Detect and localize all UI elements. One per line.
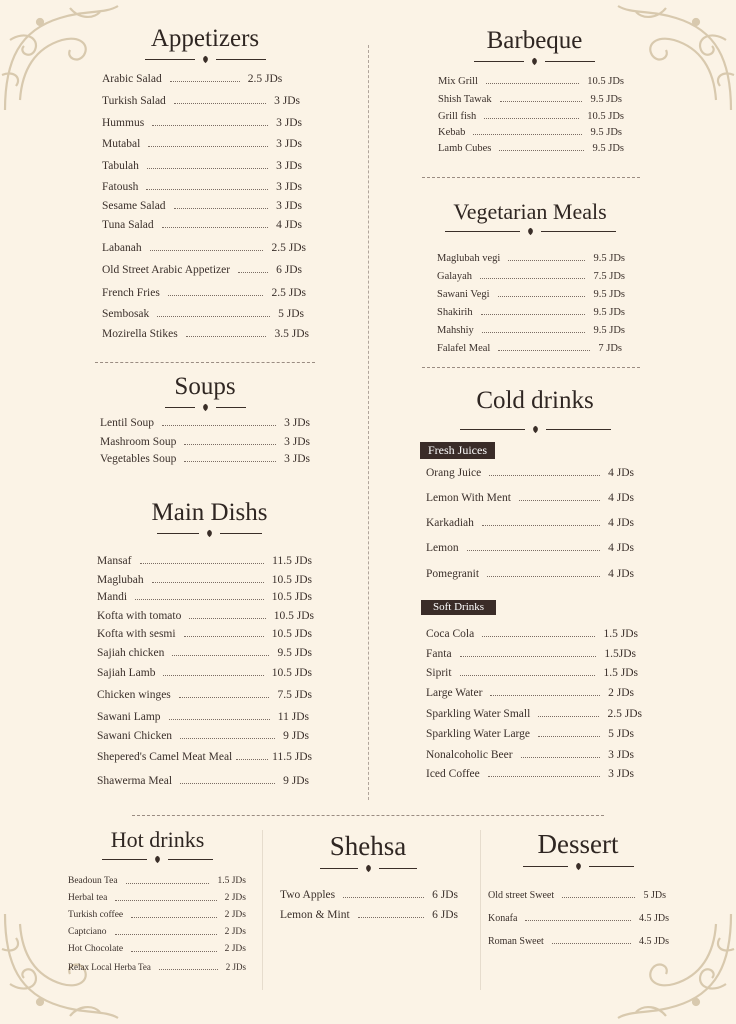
shehsa-title: Shehsa xyxy=(329,831,407,861)
item-name: Arabic Salad xyxy=(102,73,162,85)
item-price: 3 JDs xyxy=(274,95,300,107)
menu-item-relax-local-herba-tea xyxy=(68,962,246,972)
item-price: 9.5 JDs xyxy=(593,289,625,300)
cold-drinks-heading xyxy=(455,388,615,434)
item-name: Turkish coffee xyxy=(68,910,124,920)
item-name: Sawani Vegi xyxy=(437,289,490,300)
appetizers-title: Appetizers xyxy=(150,25,260,52)
leader-dots xyxy=(152,582,264,583)
item-price: 9.5 JDs xyxy=(592,143,624,154)
menu-item-konafa xyxy=(488,913,669,924)
menu-item-captciano xyxy=(68,927,246,937)
leader-dots xyxy=(115,900,216,901)
menu-item-herbal-tea xyxy=(68,893,246,903)
item-name: Vegetables Soup xyxy=(100,453,177,465)
leader-dots xyxy=(486,83,579,84)
leader-dots xyxy=(152,125,268,126)
menu-item-mashroom-soup xyxy=(100,436,310,448)
leaf-icon xyxy=(574,862,583,871)
barbeque-heading xyxy=(452,28,617,66)
leader-dots xyxy=(236,759,268,760)
item-price: 3 JDs xyxy=(276,160,302,172)
item-price: 4 JDs xyxy=(276,219,302,231)
menu-item-labanah xyxy=(102,242,306,254)
leader-dots xyxy=(525,920,631,921)
menu-item-fanta xyxy=(426,648,636,660)
divider-bottom-right xyxy=(480,830,481,990)
item-price: 3 JDs xyxy=(276,200,302,212)
item-name: Tabulah xyxy=(102,160,139,172)
menu-item-sawani-chicken xyxy=(97,730,309,742)
item-name: Maglubah xyxy=(97,574,144,586)
menu-item-pomegranit xyxy=(426,568,634,580)
leader-dots xyxy=(135,599,264,600)
menu-item-vegetables-soup xyxy=(100,453,310,465)
item-price: 9.5 JDs xyxy=(593,307,625,318)
item-price: 10.5 JDs xyxy=(587,111,624,122)
corner-ornament-top-right xyxy=(606,0,736,120)
item-name: Iced Coffee xyxy=(426,768,480,780)
menu-item-tabulah xyxy=(102,160,302,172)
item-name: Orang Juice xyxy=(426,467,482,479)
item-price: 5 JDs xyxy=(278,308,304,320)
menu-item-turkish-coffee xyxy=(68,910,246,920)
item-name: Sawani Lamp xyxy=(97,711,161,723)
item-name: Hummus xyxy=(102,117,145,129)
main-dishes-title: Main Dishs xyxy=(151,499,268,526)
item-price: 9 JDs xyxy=(283,775,309,787)
item-price: 9.5 JDs xyxy=(593,253,625,264)
barbeque-rule xyxy=(452,57,617,66)
leader-dots xyxy=(168,295,264,296)
item-price: 4 JDs xyxy=(608,467,634,479)
leader-dots xyxy=(482,636,595,637)
item-price: 1.5 JDs xyxy=(217,876,246,886)
item-price: 1.5 JDs xyxy=(603,628,638,640)
item-name: Shepered's Camel Meat Meal xyxy=(97,751,233,763)
menu-item-chicken-winges xyxy=(97,689,312,701)
item-price: 7.5 JDs xyxy=(277,689,312,701)
menu-item-sesame-salad xyxy=(102,200,302,212)
cold-drinks-rule xyxy=(455,425,615,434)
menu-item-beadoun-tea xyxy=(68,876,246,886)
item-name: Nonalcoholic Beer xyxy=(426,749,513,761)
leader-dots xyxy=(460,656,597,657)
item-price: 10.5 JDs xyxy=(271,628,312,640)
item-name: Maglubah vegi xyxy=(437,253,501,264)
item-price: 9 JDs xyxy=(283,730,309,742)
item-name: Two Apples xyxy=(280,889,336,901)
item-price: 3 JDs xyxy=(276,181,302,193)
leader-dots xyxy=(163,675,263,676)
leader-dots xyxy=(131,917,216,918)
shehsa-heading xyxy=(318,833,418,873)
item-name: Mahshiy xyxy=(437,325,474,336)
hot-drinks-heading xyxy=(95,829,220,864)
leader-dots xyxy=(146,189,268,190)
item-price: 3.5 JDs xyxy=(274,328,309,340)
item-name: Grill fish xyxy=(438,111,477,122)
leader-dots xyxy=(499,150,584,151)
menu-item-arabic-salad xyxy=(102,73,312,85)
leader-dots xyxy=(140,563,265,564)
item-name: Sparkling Water Large xyxy=(426,728,531,740)
leader-dots xyxy=(150,250,264,251)
leader-dots xyxy=(157,316,270,317)
item-name: Sparkling Water Small xyxy=(426,708,531,720)
divider-barbeque xyxy=(422,177,640,178)
item-price: 7 JDs xyxy=(598,343,622,354)
leader-dots xyxy=(498,296,586,297)
dessert-heading xyxy=(522,831,634,871)
item-price: 11.5 JDs xyxy=(272,555,312,567)
menu-item-french-fries xyxy=(102,287,306,299)
item-price: 2 JDs xyxy=(224,944,246,954)
menu-item-hummus xyxy=(102,117,302,129)
item-price: 6 JDs xyxy=(432,909,458,921)
item-name: Kebab xyxy=(438,127,466,138)
leader-dots xyxy=(487,576,600,577)
item-name: Kofta with tomato xyxy=(97,610,182,622)
menu-item-sawani-vegi xyxy=(437,289,625,300)
menu-item-fatoush xyxy=(102,181,302,193)
item-price: 3 JDs xyxy=(284,453,310,465)
leader-dots xyxy=(162,425,276,426)
leader-dots xyxy=(519,500,600,501)
soft-drinks-tag: Soft Drinks xyxy=(421,600,496,615)
leader-dots xyxy=(179,697,270,698)
leader-dots xyxy=(159,969,218,970)
leader-dots xyxy=(482,332,586,333)
leader-dots xyxy=(358,917,424,918)
item-name: Tuna Salad xyxy=(102,219,154,231)
item-name: Roman Sweet xyxy=(488,936,544,947)
hot-drinks-rule xyxy=(95,855,220,864)
item-name: Fanta xyxy=(426,648,452,660)
leader-dots xyxy=(184,636,264,637)
leader-dots xyxy=(562,897,635,898)
divider-bottom-left xyxy=(262,830,263,990)
hot-drinks-title: Hot drinks xyxy=(110,827,205,852)
leader-dots xyxy=(552,943,631,944)
item-name: Konafa xyxy=(488,913,518,924)
item-name: Coca Cola xyxy=(426,628,475,640)
menu-item-nonalcoholic-beer xyxy=(426,749,634,761)
leader-dots xyxy=(174,208,269,209)
fresh-juices-tag: Fresh Juices xyxy=(420,442,495,459)
leader-dots xyxy=(498,350,590,351)
main-dishes-rule xyxy=(137,529,282,538)
leaf-icon xyxy=(201,55,210,64)
vegetarian-rule xyxy=(430,227,630,236)
item-name: Sajiah chicken xyxy=(97,647,165,659)
item-name: Karkadiah xyxy=(426,517,474,529)
menu-item-karkadiah xyxy=(426,517,634,529)
item-price: 7.5 JDs xyxy=(593,271,625,282)
item-name: Shish Tawak xyxy=(438,94,492,105)
item-price: 10.5 JDs xyxy=(271,667,312,679)
item-price: 10.5 JDs xyxy=(271,591,312,603)
item-name: Lentil Soup xyxy=(100,417,154,429)
item-price: 9.5 JDs xyxy=(590,94,622,105)
item-price: 4 JDs xyxy=(608,492,634,504)
item-name: Shakirih xyxy=(437,307,473,318)
menu-item-lamb-cubes xyxy=(438,143,624,154)
item-price: 9.5 JDs xyxy=(593,325,625,336)
menu-item-sajiah-lamb xyxy=(97,667,312,679)
divider-vegetarian xyxy=(422,367,640,368)
item-name: Labanah xyxy=(102,242,142,254)
leaf-icon xyxy=(201,403,210,412)
menu-item-lemon-with-ment xyxy=(426,492,634,504)
item-name: Kofta with sesmi xyxy=(97,628,176,640)
menu-item-maglubah-vegi xyxy=(437,253,625,264)
leaf-icon xyxy=(531,425,540,434)
item-name: Chicken winges xyxy=(97,689,171,701)
menu-item-coca-cola xyxy=(426,628,638,640)
item-price: 1.5JDs xyxy=(604,648,636,660)
item-name: Pomegranit xyxy=(426,568,480,580)
leader-dots xyxy=(131,951,216,952)
dessert-title: Dessert xyxy=(537,829,619,859)
leader-dots xyxy=(538,716,599,717)
menu-item-shepereds-camel-meat-meal xyxy=(97,751,312,763)
item-price: 10.5 JDs xyxy=(271,574,312,586)
vegetarian-heading xyxy=(430,201,630,236)
leader-dots xyxy=(460,675,596,676)
item-price: 3 JDs xyxy=(284,417,310,429)
leader-dots xyxy=(126,883,210,884)
menu-item-shish-tawak xyxy=(438,94,622,105)
item-price: 1.5 JDs xyxy=(603,667,638,679)
appetizers-heading xyxy=(115,26,295,64)
item-name: Falafel Meal xyxy=(437,343,491,354)
item-price: 2.5 JDs xyxy=(607,708,642,720)
item-name: Turkish Salad xyxy=(102,95,166,107)
item-name: Old street Sweet xyxy=(488,890,555,901)
appetizers-rule xyxy=(115,55,295,64)
leader-dots xyxy=(174,103,266,104)
item-name: French Fries xyxy=(102,287,160,299)
menu-item-kebab xyxy=(438,127,622,138)
menu-item-maglubah xyxy=(97,574,312,586)
item-name: Mansaf xyxy=(97,555,132,567)
item-price: 2 JDs xyxy=(224,927,246,937)
menu-item-old-street-arabic-appetizer xyxy=(102,264,302,276)
item-price: 9.5 JDs xyxy=(277,647,312,659)
item-name: Lamb Cubes xyxy=(438,143,492,154)
item-name: Mix Grill xyxy=(438,76,478,87)
leader-dots xyxy=(184,444,276,445)
leader-dots xyxy=(521,757,601,758)
menu-item-kofta-with-sesmi xyxy=(97,628,312,640)
dessert-rule xyxy=(522,862,634,871)
menu-item-iced-coffee xyxy=(426,768,634,780)
item-name: Relax Local Herba Tea xyxy=(68,962,151,972)
item-price: 2 JDs xyxy=(225,962,246,972)
item-price: 2 JDs xyxy=(224,893,246,903)
item-price: 2.5 JDs xyxy=(271,287,306,299)
vegetarian-title: Vegetarian Meals xyxy=(453,199,607,224)
leader-dots xyxy=(480,278,586,279)
cold-drinks-title: Cold drinks xyxy=(476,387,594,414)
menu-item-orang-juice xyxy=(426,467,634,479)
item-price: 4 JDs xyxy=(608,542,634,554)
leader-dots xyxy=(500,101,583,102)
menu-item-roman-sweet xyxy=(488,936,669,947)
item-price: 3 JDs xyxy=(608,749,634,761)
item-price: 11 JDs xyxy=(277,711,309,723)
item-name: Hot Chocolate xyxy=(68,944,124,954)
item-price: 3 JDs xyxy=(276,138,302,150)
item-price: 2.5 JDs xyxy=(271,242,306,254)
leader-dots xyxy=(170,81,240,82)
item-name: Herbal tea xyxy=(68,893,108,903)
item-name: Beadoun Tea xyxy=(68,876,118,886)
item-price: 6 JDs xyxy=(432,889,458,901)
leader-dots xyxy=(169,719,270,720)
menu-item-sparkling-water-large xyxy=(426,728,634,740)
divider-bottom xyxy=(132,815,604,816)
menu-item-old-street-sweet xyxy=(488,890,666,901)
menu-item-lemon xyxy=(426,542,634,554)
leader-dots xyxy=(180,738,275,739)
item-price: 3 JDs xyxy=(276,117,302,129)
menu-item-turkish-salad xyxy=(102,95,300,107)
leader-dots xyxy=(147,168,268,169)
menu-item-mix-grill xyxy=(438,76,624,87)
item-price: 4 JDs xyxy=(608,517,634,529)
menu-item-mutabal xyxy=(102,138,302,150)
item-name: Mashroom Soup xyxy=(100,436,177,448)
item-price: 2.5 JDs xyxy=(247,73,283,85)
shehsa-rule xyxy=(318,864,418,873)
menu-item-mozirella-stikes xyxy=(102,328,309,340)
menu-item-shawerma-meal xyxy=(97,775,309,787)
menu-item-kofta-with-tomato xyxy=(97,610,314,622)
leader-dots xyxy=(184,461,276,462)
leaf-icon xyxy=(530,57,539,66)
menu-item-tuna-salad xyxy=(102,219,302,231)
menu-item-shakirih xyxy=(437,307,625,318)
item-price: 4 JDs xyxy=(608,568,634,580)
leader-dots xyxy=(467,550,601,551)
menu-item-sparkling-water-small xyxy=(426,708,642,720)
leader-dots xyxy=(484,118,579,119)
divider-appetizers xyxy=(95,362,315,363)
leader-dots xyxy=(482,525,600,526)
leaf-icon xyxy=(205,529,214,538)
leader-dots xyxy=(180,783,275,784)
item-name: Old Street Arabic Appetizer xyxy=(102,264,231,276)
item-price: 2 JDs xyxy=(224,910,246,920)
item-price: 3 JDs xyxy=(608,768,634,780)
item-price: 11.5 JDs xyxy=(272,751,312,763)
menu-item-mahshiy xyxy=(437,325,625,336)
item-name: Lemon With Ment xyxy=(426,492,511,504)
main-dishes-heading xyxy=(137,500,282,538)
item-name: Sawani Chicken xyxy=(97,730,173,742)
menu-item-sawani-lamp xyxy=(97,711,309,723)
item-name: Captciano xyxy=(68,927,107,937)
soups-title: Soups xyxy=(174,373,236,400)
leader-dots xyxy=(115,934,217,935)
leader-dots xyxy=(488,776,600,777)
menu-item-lemon-mint xyxy=(280,909,458,921)
item-price: 4.5 JDs xyxy=(638,936,669,947)
item-name: Shawerma Meal xyxy=(97,775,173,787)
menu-item-grill-fish xyxy=(438,111,624,122)
leader-dots xyxy=(148,146,268,147)
menu-item-falafel-meal xyxy=(437,343,622,354)
menu-item-two-apples xyxy=(280,889,458,901)
leader-dots xyxy=(538,736,600,737)
item-name: Mozirella Stikes xyxy=(102,328,178,340)
menu-item-galayah xyxy=(437,271,625,282)
leader-dots xyxy=(238,272,268,273)
item-name: Large Water xyxy=(426,687,483,699)
leader-dots xyxy=(489,475,600,476)
item-price: 2 JDs xyxy=(608,687,634,699)
menu-item-mansaf xyxy=(97,555,312,567)
leader-dots xyxy=(186,336,267,337)
item-price: 5 JDs xyxy=(608,728,634,740)
leader-dots xyxy=(473,134,582,135)
leader-dots xyxy=(490,695,600,696)
soups-heading xyxy=(150,374,260,412)
leader-dots xyxy=(162,227,268,228)
item-name: Lemon xyxy=(426,542,459,554)
item-price: 9.5 JDs xyxy=(590,127,622,138)
leader-dots xyxy=(189,618,265,619)
column-divider xyxy=(368,45,369,800)
menu-item-sajiah-chicken xyxy=(97,647,312,659)
item-name: Mandi xyxy=(97,591,128,603)
leader-dots xyxy=(481,314,586,315)
item-price: 10.5 JDs xyxy=(587,76,624,87)
leaf-icon xyxy=(153,855,162,864)
leader-dots xyxy=(508,260,585,261)
leader-dots xyxy=(343,897,424,898)
item-name: Sembosak xyxy=(102,308,150,320)
item-name: Galayah xyxy=(437,271,472,282)
item-name: Mutabal xyxy=(102,138,141,150)
menu-item-lentil-soup xyxy=(100,417,310,429)
item-price: 10.5 JDs xyxy=(273,610,314,622)
item-name: Fatoush xyxy=(102,181,139,193)
menu-item-sembosak xyxy=(102,308,304,320)
item-name: Siprit xyxy=(426,667,452,679)
barbeque-title: Barbeque xyxy=(486,27,583,54)
leaf-icon xyxy=(526,227,535,236)
leaf-icon xyxy=(364,864,373,873)
item-price: 5 JDs xyxy=(643,890,666,901)
menu-item-large-water xyxy=(426,687,634,699)
menu-item-siprit xyxy=(426,667,638,679)
leader-dots xyxy=(172,655,269,656)
item-name: Sajiah Lamb xyxy=(97,667,156,679)
menu-item-hot-chocolate xyxy=(68,944,246,954)
item-price: 3 JDs xyxy=(284,436,310,448)
item-price: 4.5 JDs xyxy=(638,913,669,924)
soups-rule xyxy=(150,403,260,412)
item-name: Sesame Salad xyxy=(102,200,166,212)
menu-item-mandi xyxy=(97,591,312,603)
item-name: Lemon & Mint xyxy=(280,909,350,921)
item-price: 6 JDs xyxy=(276,264,302,276)
